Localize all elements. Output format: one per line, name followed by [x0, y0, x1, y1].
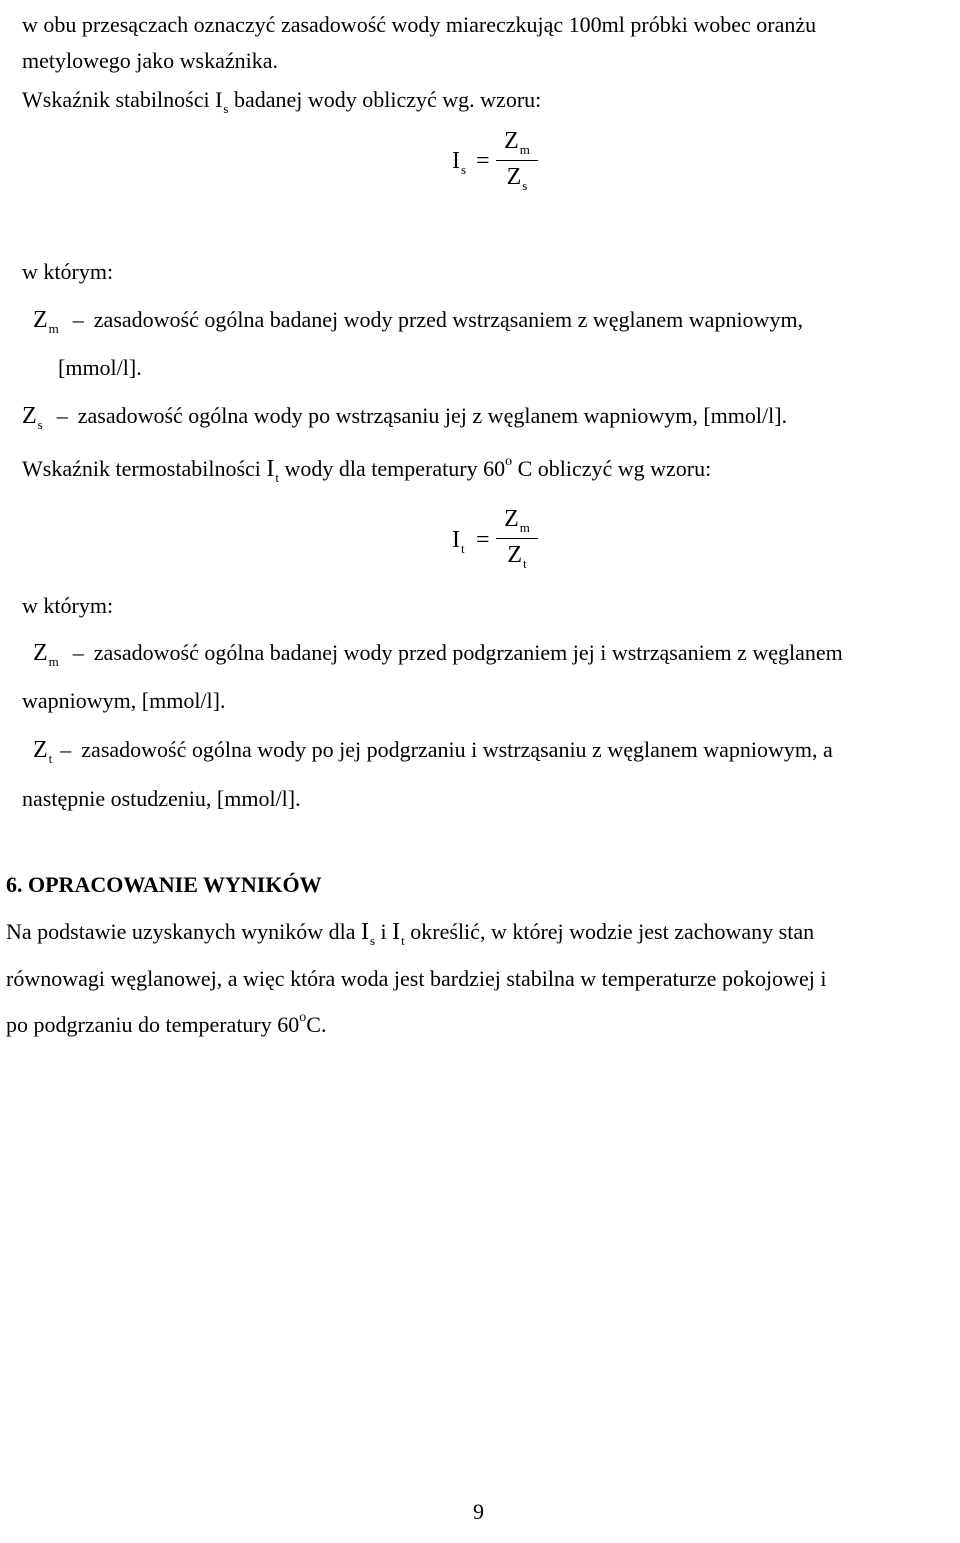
fraction-bar — [496, 538, 538, 539]
definition-zm-1: $Z_m$ – zasadowość ogólna badanej wody przed wstrząsaniem z węglanem wapniowym, — [33, 307, 804, 336]
intro-text-b: badanej wody obliczyć wg. wzoru: — [228, 87, 542, 112]
page-number: 9 — [473, 1499, 484, 1524]
section-heading: 6. OPRACOWANIE WYNIKÓW — [6, 872, 322, 897]
results-line-1: Na podstawie uzyskanych wyników dla $I_s$ i $I_t$ określić, w której wodzie jest zachowany stan — [6, 919, 815, 948]
formula1-lhs: $I_s$ — [452, 148, 467, 177]
fraction-bar — [496, 160, 538, 161]
formula1-numerator: $Z_m$ — [504, 128, 530, 157]
formula1-equals: = — [476, 148, 490, 174]
definition-zt-cont: następnie ostudzeniu, [mmol/l]. — [22, 786, 301, 811]
intro-line-1: w obu przesączach oznaczyć zasadowość wody miareczkując 100ml próbki wobec oranżu — [22, 12, 817, 37]
intro-line-3 — [22, 87, 541, 116]
intro-text-a: Wskaźnik stabilności I — [22, 87, 223, 112]
results-line-3: po podgrzaniu do temperatury 60$^o$C. — [6, 1010, 327, 1037]
formula2-denominator: $Z_t$ — [507, 542, 527, 571]
definition-zt: $Z_t$ – zasadowość ogólna wody po jej podgrzaniu i wstrząsaniu z węglanem wapniowym, a — [33, 737, 833, 766]
thermo-line: Wskaźnik termostabilności $I_t$ wody dla temperatury 60$^o$ C obliczyć wg wzoru: — [22, 454, 712, 485]
results-line-2: równowagi węglanowej, a więc która woda jest bardziej stabilna w temperaturze pokojowej i — [6, 966, 827, 991]
where-label-2: w którym: — [22, 593, 114, 618]
formula2-fraction — [496, 506, 538, 571]
formula2-equals: = — [476, 527, 490, 553]
formula2-lhs: $I_t$ — [452, 527, 465, 556]
definition-zm-2-cont: wapniowym, [mmol/l]. — [22, 688, 226, 713]
formula2-numerator: $Z_m$ — [504, 506, 530, 535]
formula1-fraction — [496, 128, 538, 193]
intro-subscript: s — [223, 101, 229, 116]
definition-zs: $Z_s$ – zasadowość ogólna wody po wstrząsaniu jej z węglanem wapniowym, [mmol/l]. — [22, 403, 788, 432]
formula1-denominator: $Z_s$ — [506, 164, 528, 193]
definition-zm-1-cont: [mmol/l]. — [58, 355, 142, 380]
where-label-1: w którym: — [22, 259, 114, 284]
definition-zm-2: $Z_m$ – zasadowość ogólna badanej wody przed podgrzaniem jej i wstrząsaniem z węglanem — [33, 640, 843, 669]
intro-line-2: metylowego jako wskaźnika. — [22, 48, 278, 73]
